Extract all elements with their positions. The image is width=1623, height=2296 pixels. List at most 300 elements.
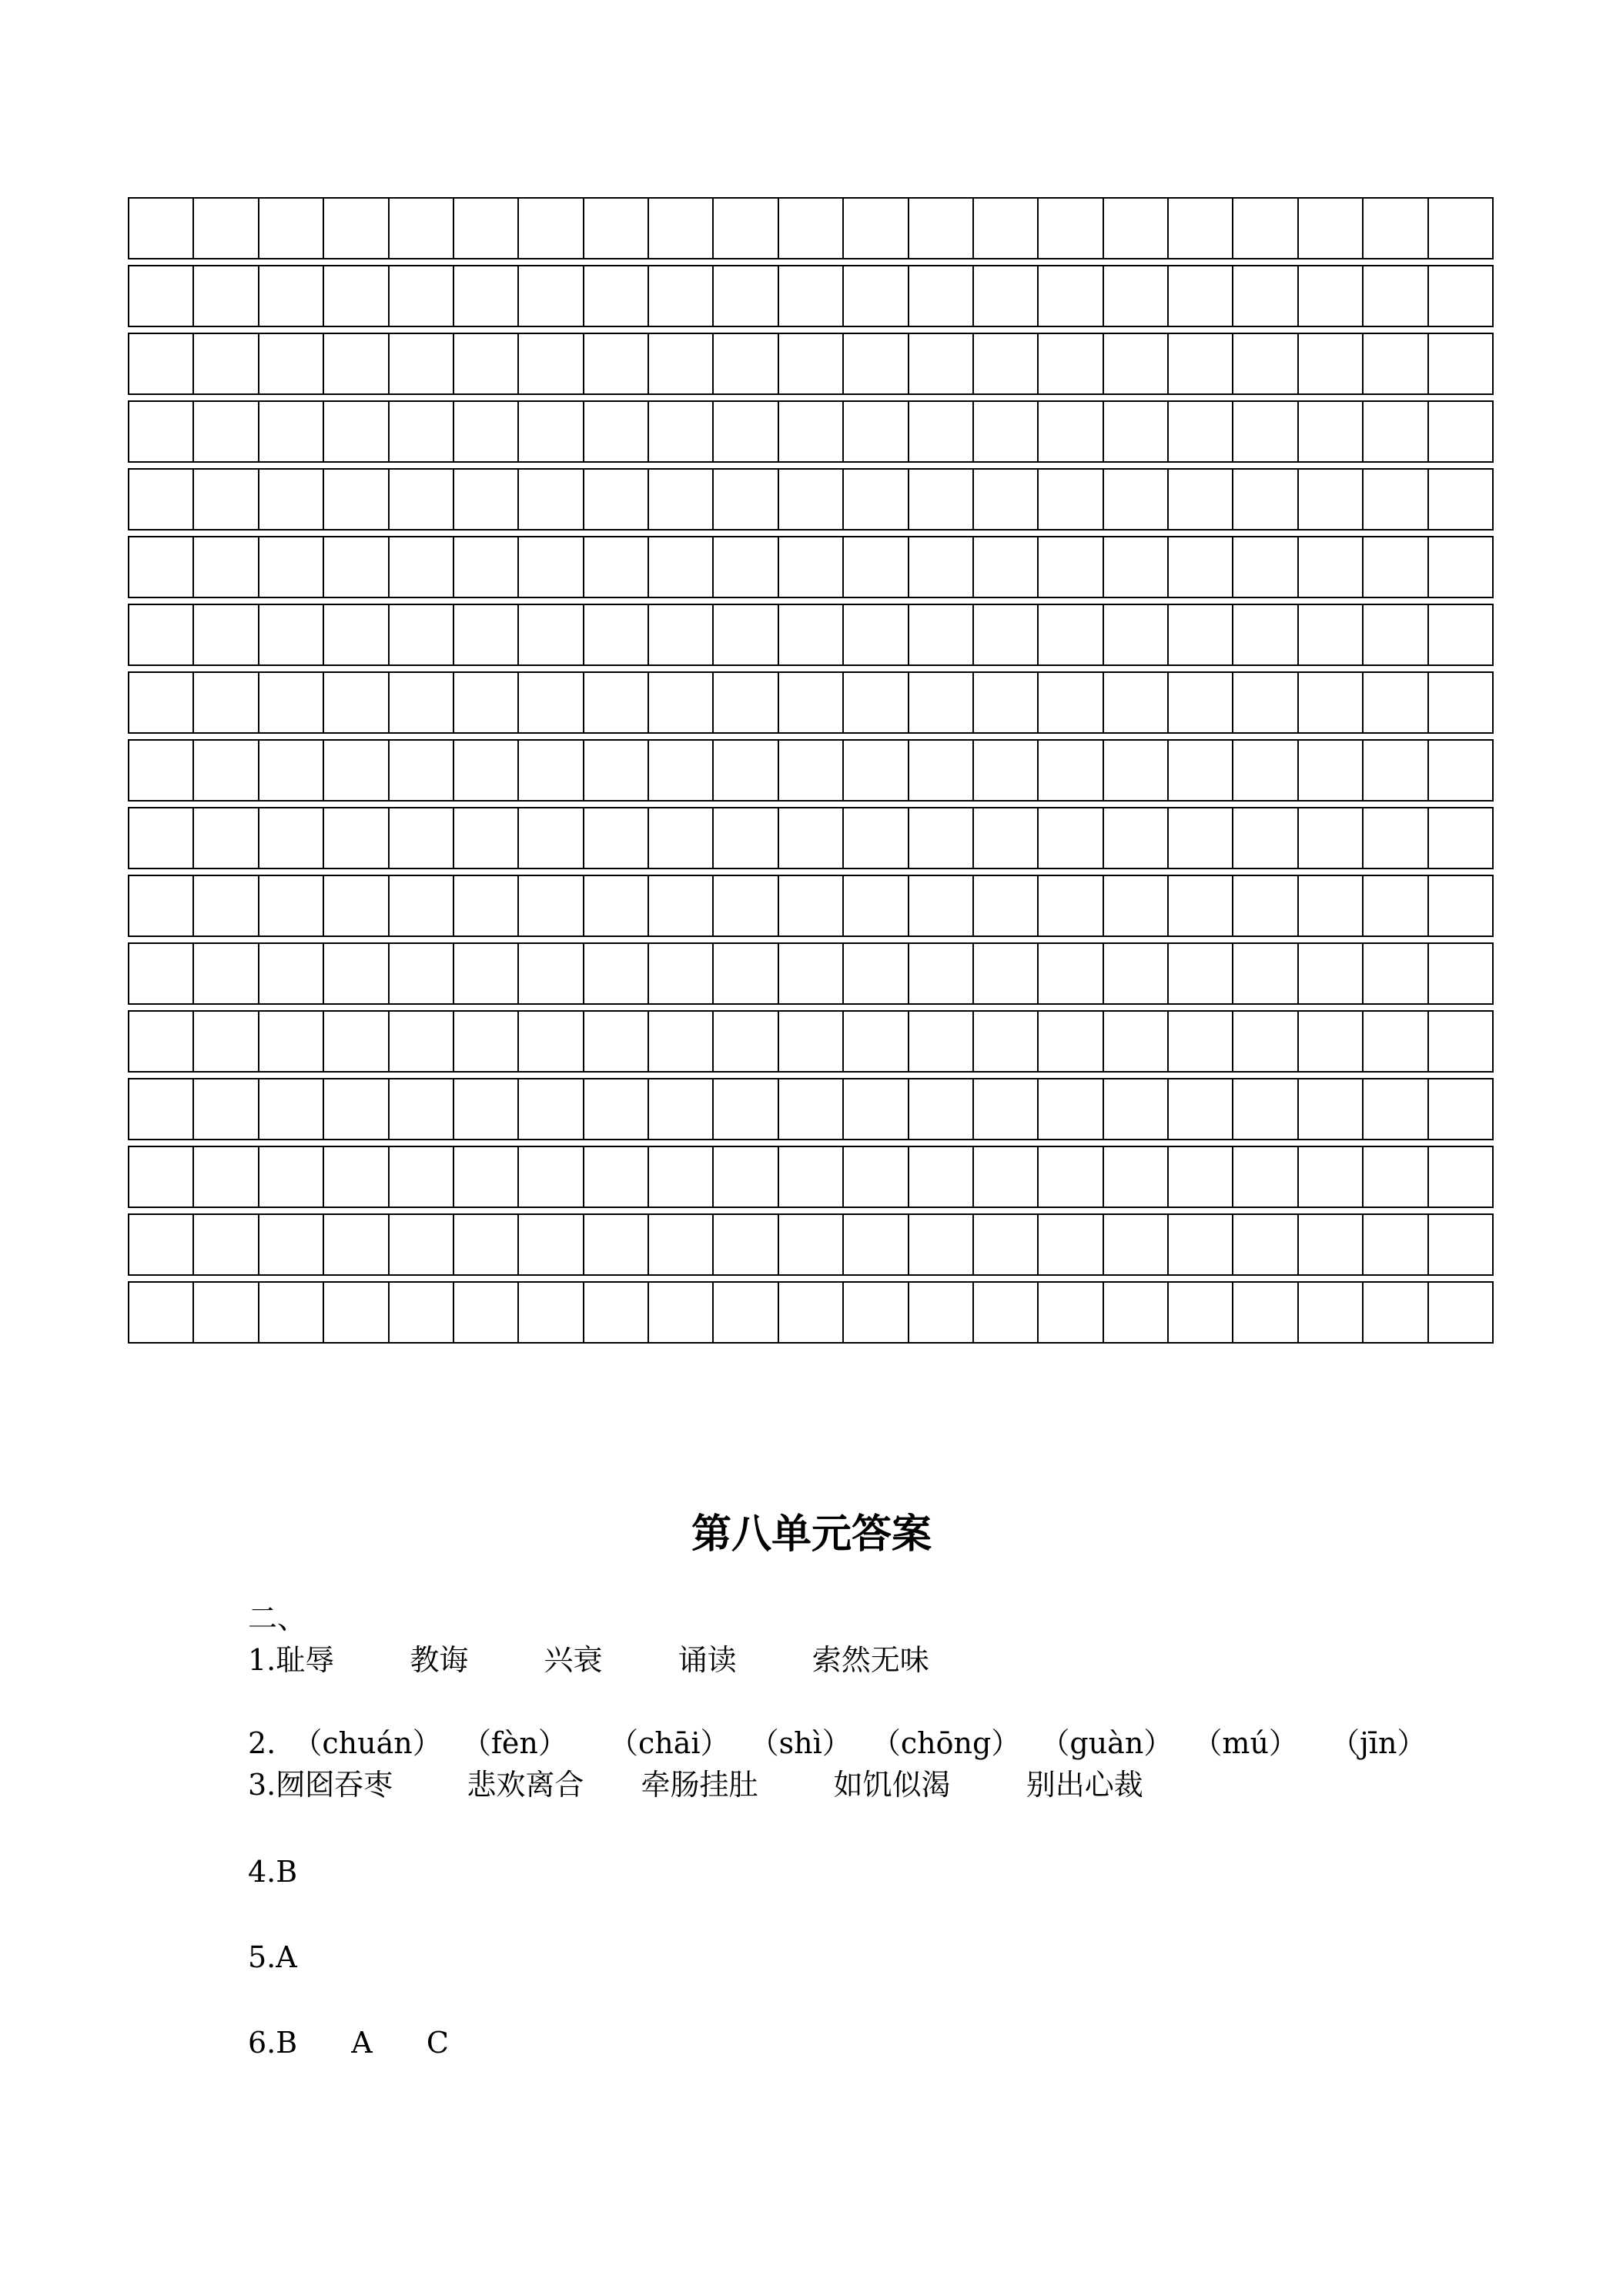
grid-cell bbox=[259, 470, 324, 529]
grid-cell bbox=[909, 266, 974, 326]
grid-cell bbox=[519, 1147, 584, 1207]
grid-cell bbox=[844, 334, 909, 393]
grid-cell bbox=[454, 470, 519, 529]
grid-cell bbox=[584, 605, 649, 664]
grid-cell bbox=[649, 199, 714, 258]
question-number: 6. bbox=[248, 2026, 276, 2060]
grid-cell bbox=[1039, 605, 1103, 664]
grid-cell bbox=[259, 944, 324, 1003]
grid-cell bbox=[1299, 1283, 1364, 1342]
grid-cell bbox=[1233, 334, 1298, 393]
grid-cell bbox=[1364, 334, 1428, 393]
grid-cell bbox=[844, 537, 909, 597]
grid-cell bbox=[1169, 266, 1233, 326]
grid-cell bbox=[779, 1079, 844, 1139]
grid-cell bbox=[974, 673, 1039, 732]
grid-cell bbox=[1299, 741, 1364, 800]
grid-row bbox=[128, 1281, 1494, 1344]
grid-cell bbox=[259, 1283, 324, 1342]
idiom-answer: 悲欢离合 bbox=[467, 1768, 584, 1802]
grid-cell bbox=[454, 1079, 519, 1139]
grid-cell bbox=[584, 1215, 649, 1274]
grid-cell bbox=[779, 1283, 844, 1342]
grid-cell bbox=[1039, 808, 1103, 868]
grid-cell bbox=[714, 537, 778, 597]
grid-cell bbox=[909, 1079, 974, 1139]
grid-cell bbox=[844, 1012, 909, 1071]
grid-cell bbox=[390, 1215, 454, 1274]
grid-cell bbox=[259, 537, 324, 597]
grid-cell bbox=[1364, 876, 1428, 935]
grid-cell bbox=[1429, 199, 1492, 258]
grid-cell bbox=[714, 1079, 778, 1139]
pinyin-answer: （jīn） bbox=[1330, 1726, 1427, 1760]
grid-cell bbox=[259, 673, 324, 732]
grid-cell bbox=[909, 741, 974, 800]
answer-line-3 bbox=[248, 1766, 1143, 1803]
grid-cell bbox=[1104, 1147, 1169, 1207]
grid-cell bbox=[1104, 808, 1169, 868]
grid-cell bbox=[1104, 673, 1169, 732]
grid-cell bbox=[779, 470, 844, 529]
grid-cell bbox=[1039, 537, 1103, 597]
grid-cell bbox=[1169, 334, 1233, 393]
grid-cell bbox=[1299, 1079, 1364, 1139]
grid-cell bbox=[259, 402, 324, 461]
grid-row bbox=[128, 1213, 1494, 1276]
choice-answer: B bbox=[276, 1855, 298, 1889]
grid-cell bbox=[714, 1012, 778, 1071]
grid-cell bbox=[1364, 1147, 1428, 1207]
grid-cell bbox=[1039, 1283, 1103, 1342]
grid-cell bbox=[390, 1147, 454, 1207]
grid-cell bbox=[390, 334, 454, 393]
grid-cell bbox=[1104, 537, 1169, 597]
grid-cell bbox=[194, 266, 259, 326]
grid-cell bbox=[974, 944, 1039, 1003]
grid-row bbox=[128, 400, 1494, 463]
grid-cell bbox=[909, 1147, 974, 1207]
grid-cell bbox=[194, 1012, 259, 1071]
grid-cell bbox=[974, 334, 1039, 393]
grid-cell bbox=[454, 944, 519, 1003]
grid-cell bbox=[974, 470, 1039, 529]
grid-cell bbox=[1364, 199, 1428, 258]
grid-cell bbox=[779, 741, 844, 800]
grid-cell bbox=[454, 1147, 519, 1207]
grid-cell bbox=[129, 334, 194, 393]
grid-cell bbox=[1169, 944, 1233, 1003]
grid-cell bbox=[390, 199, 454, 258]
grid-cell bbox=[779, 944, 844, 1003]
grid-cell bbox=[1299, 876, 1364, 935]
grid-row bbox=[128, 197, 1494, 259]
answer-line-2 bbox=[248, 1725, 1426, 1762]
grid-cell bbox=[1169, 741, 1233, 800]
grid-cell bbox=[779, 808, 844, 868]
grid-cell bbox=[259, 199, 324, 258]
grid-cell bbox=[714, 266, 778, 326]
grid-cell bbox=[519, 402, 584, 461]
grid-cell bbox=[1299, 537, 1364, 597]
grid-cell bbox=[584, 1283, 649, 1342]
grid-cell bbox=[1233, 1283, 1298, 1342]
grid-cell bbox=[844, 402, 909, 461]
grid-cell bbox=[974, 1079, 1039, 1139]
grid-cell bbox=[649, 1283, 714, 1342]
grid-cell bbox=[1429, 741, 1492, 800]
grid-cell bbox=[1233, 470, 1298, 529]
grid-cell bbox=[259, 1079, 324, 1139]
grid-cell bbox=[1364, 470, 1428, 529]
grid-cell bbox=[584, 266, 649, 326]
idiom-answer: 如饥似渴 bbox=[833, 1768, 951, 1802]
grid-cell bbox=[454, 199, 519, 258]
grid-cell bbox=[1169, 1283, 1233, 1342]
grid-cell bbox=[1299, 1147, 1364, 1207]
grid-cell bbox=[259, 334, 324, 393]
grid-cell bbox=[1104, 1215, 1169, 1274]
grid-cell bbox=[519, 1079, 584, 1139]
choice-answer: C bbox=[426, 2026, 449, 2060]
grid-cell bbox=[390, 741, 454, 800]
grid-cell bbox=[1364, 537, 1428, 597]
grid-cell bbox=[1104, 1079, 1169, 1139]
grid-cell bbox=[649, 1012, 714, 1071]
grid-cell bbox=[1104, 334, 1169, 393]
grid-cell bbox=[390, 944, 454, 1003]
grid-cell bbox=[1104, 1283, 1169, 1342]
grid-cell bbox=[519, 537, 584, 597]
grid-cell bbox=[714, 944, 778, 1003]
grid-cell bbox=[649, 402, 714, 461]
grid-cell bbox=[1104, 876, 1169, 935]
grid-cell bbox=[519, 605, 584, 664]
grid-cell bbox=[1169, 1147, 1233, 1207]
grid-cell bbox=[779, 1012, 844, 1071]
grid-cell bbox=[1233, 1147, 1298, 1207]
grid-cell bbox=[1169, 1215, 1233, 1274]
grid-cell bbox=[584, 944, 649, 1003]
grid-cell bbox=[779, 876, 844, 935]
grid-cell bbox=[1233, 808, 1298, 868]
grid-cell bbox=[779, 1215, 844, 1274]
grid-cell bbox=[324, 808, 389, 868]
grid-cell bbox=[194, 334, 259, 393]
grid-cell bbox=[779, 605, 844, 664]
grid-cell bbox=[844, 1079, 909, 1139]
grid-cell bbox=[454, 537, 519, 597]
grid-cell bbox=[1429, 1215, 1492, 1274]
grid-cell bbox=[519, 741, 584, 800]
grid-cell bbox=[324, 605, 389, 664]
grid-cell bbox=[1169, 876, 1233, 935]
grid-cell bbox=[714, 605, 778, 664]
grid-cell bbox=[194, 1215, 259, 1274]
grid-cell bbox=[454, 266, 519, 326]
grid-cell bbox=[779, 266, 844, 326]
answer-word: 索然无味 bbox=[812, 1643, 929, 1677]
pinyin-answer: （chōng） bbox=[871, 1726, 1021, 1760]
grid-cell bbox=[1039, 402, 1103, 461]
grid-row bbox=[128, 265, 1494, 327]
grid-cell bbox=[844, 808, 909, 868]
choice-answer: A bbox=[351, 2026, 373, 2060]
answer-line-1 bbox=[248, 1642, 929, 1678]
grid-cell bbox=[129, 1012, 194, 1071]
grid-cell bbox=[844, 876, 909, 935]
grid-cell bbox=[194, 605, 259, 664]
grid-cell bbox=[1299, 1012, 1364, 1071]
grid-cell bbox=[1364, 1283, 1428, 1342]
grid-cell bbox=[1233, 1079, 1298, 1139]
grid-cell bbox=[714, 741, 778, 800]
grid-cell bbox=[519, 673, 584, 732]
grid-cell bbox=[454, 1012, 519, 1071]
grid-cell bbox=[649, 741, 714, 800]
grid-cell bbox=[1104, 402, 1169, 461]
grid-cell bbox=[649, 876, 714, 935]
grid-cell bbox=[1364, 808, 1428, 868]
grid-cell bbox=[324, 1012, 389, 1071]
grid-cell bbox=[1039, 944, 1103, 1003]
grid-cell bbox=[519, 808, 584, 868]
grid-cell bbox=[324, 1283, 389, 1342]
grid-cell bbox=[129, 1079, 194, 1139]
grid-cell bbox=[324, 537, 389, 597]
grid-cell bbox=[1429, 1147, 1492, 1207]
grid-cell bbox=[1233, 1215, 1298, 1274]
grid-cell bbox=[194, 741, 259, 800]
grid-cell bbox=[194, 199, 259, 258]
grid-cell bbox=[129, 402, 194, 461]
grid-cell bbox=[714, 1215, 778, 1274]
grid-cell bbox=[194, 1079, 259, 1139]
grid-cell bbox=[324, 944, 389, 1003]
question-number: 4. bbox=[248, 1855, 276, 1889]
grid-cell bbox=[584, 1079, 649, 1139]
grid-cell bbox=[1233, 1012, 1298, 1071]
grid-cell bbox=[259, 266, 324, 326]
question-number: 2. bbox=[248, 1726, 276, 1760]
grid-cell bbox=[779, 402, 844, 461]
grid-cell bbox=[390, 402, 454, 461]
grid-cell bbox=[390, 605, 454, 664]
grid-cell bbox=[909, 537, 974, 597]
grid-cell bbox=[1299, 1215, 1364, 1274]
grid-cell bbox=[584, 876, 649, 935]
grid-cell bbox=[1429, 605, 1492, 664]
grid-cell bbox=[1104, 605, 1169, 664]
grid-cell bbox=[714, 470, 778, 529]
grid-cell bbox=[649, 808, 714, 868]
grid-cell bbox=[129, 199, 194, 258]
grid-cell bbox=[649, 470, 714, 529]
grid-cell bbox=[194, 1283, 259, 1342]
grid-cell bbox=[259, 1215, 324, 1274]
grid-cell bbox=[909, 673, 974, 732]
grid-cell bbox=[844, 944, 909, 1003]
grid-cell bbox=[1364, 741, 1428, 800]
grid-cell bbox=[1169, 1079, 1233, 1139]
grid-cell bbox=[390, 673, 454, 732]
grid-cell bbox=[1169, 199, 1233, 258]
grid-cell bbox=[1364, 1012, 1428, 1071]
grid-cell bbox=[909, 199, 974, 258]
grid-cell bbox=[1233, 266, 1298, 326]
grid-cell bbox=[1429, 673, 1492, 732]
grid-cell bbox=[454, 605, 519, 664]
grid-row bbox=[128, 536, 1494, 598]
grid-cell bbox=[1429, 1283, 1492, 1342]
grid-cell bbox=[129, 1147, 194, 1207]
grid-cell bbox=[779, 1147, 844, 1207]
grid-cell bbox=[1429, 266, 1492, 326]
grid-row bbox=[128, 1078, 1494, 1140]
grid-cell bbox=[584, 334, 649, 393]
grid-cell bbox=[1039, 741, 1103, 800]
grid-cell bbox=[519, 944, 584, 1003]
grid-cell bbox=[974, 537, 1039, 597]
grid-cell bbox=[974, 876, 1039, 935]
grid-cell bbox=[454, 673, 519, 732]
grid-cell bbox=[1299, 199, 1364, 258]
grid-cell bbox=[1233, 673, 1298, 732]
grid-cell bbox=[974, 741, 1039, 800]
pinyin-answer: （mú） bbox=[1193, 1726, 1298, 1760]
grid-cell bbox=[129, 1215, 194, 1274]
grid-cell bbox=[1104, 199, 1169, 258]
grid-cell bbox=[779, 673, 844, 732]
grid-cell bbox=[649, 1147, 714, 1207]
grid-cell bbox=[194, 673, 259, 732]
grid-cell bbox=[844, 1283, 909, 1342]
grid-cell bbox=[390, 537, 454, 597]
grid-cell bbox=[390, 1079, 454, 1139]
grid-cell bbox=[519, 876, 584, 935]
grid-cell bbox=[1429, 876, 1492, 935]
grid-cell bbox=[974, 1012, 1039, 1071]
grid-cell bbox=[1169, 673, 1233, 732]
grid-cell bbox=[1039, 1147, 1103, 1207]
grid-cell bbox=[974, 605, 1039, 664]
grid-cell bbox=[194, 1147, 259, 1207]
grid-cell bbox=[454, 1215, 519, 1274]
grid-cell bbox=[1429, 470, 1492, 529]
grid-cell bbox=[584, 741, 649, 800]
grid-cell bbox=[129, 605, 194, 664]
grid-row bbox=[128, 807, 1494, 869]
grid-cell bbox=[649, 605, 714, 664]
grid-cell bbox=[129, 470, 194, 529]
grid-cell bbox=[714, 334, 778, 393]
grid-cell bbox=[129, 266, 194, 326]
grid-cell bbox=[844, 1215, 909, 1274]
grid-cell bbox=[1169, 470, 1233, 529]
grid-row bbox=[128, 604, 1494, 666]
grid-cell bbox=[1104, 944, 1169, 1003]
grid-cell bbox=[1039, 876, 1103, 935]
grid-row bbox=[128, 1146, 1494, 1208]
grid-cell bbox=[1169, 402, 1233, 461]
answer-line-5 bbox=[248, 1939, 297, 1976]
grid-cell bbox=[324, 1079, 389, 1139]
grid-cell bbox=[454, 876, 519, 935]
grid-cell bbox=[1104, 741, 1169, 800]
grid-cell bbox=[1299, 334, 1364, 393]
grid-cell bbox=[454, 741, 519, 800]
grid-cell bbox=[390, 808, 454, 868]
grid-cell bbox=[129, 944, 194, 1003]
grid-cell bbox=[779, 199, 844, 258]
grid-cell bbox=[1364, 944, 1428, 1003]
grid-cell bbox=[259, 741, 324, 800]
grid-cell bbox=[714, 402, 778, 461]
grid-cell bbox=[324, 266, 389, 326]
grid-cell bbox=[1299, 808, 1364, 868]
grid-cell bbox=[584, 402, 649, 461]
grid-cell bbox=[324, 876, 389, 935]
grid-cell bbox=[259, 876, 324, 935]
grid-cell bbox=[324, 741, 389, 800]
grid-cell bbox=[519, 1012, 584, 1071]
grid-cell bbox=[194, 537, 259, 597]
grid-cell bbox=[1104, 266, 1169, 326]
choice-answer: B bbox=[276, 2026, 298, 2060]
grid-cell bbox=[1233, 402, 1298, 461]
grid-cell bbox=[1233, 605, 1298, 664]
answer-line-4 bbox=[248, 1853, 297, 1890]
grid-cell bbox=[844, 673, 909, 732]
grid-cell bbox=[454, 334, 519, 393]
grid-cell bbox=[259, 808, 324, 868]
grid-row bbox=[128, 333, 1494, 395]
grid-cell bbox=[1104, 470, 1169, 529]
grid-cell bbox=[519, 199, 584, 258]
grid-row bbox=[128, 671, 1494, 734]
grid-cell bbox=[649, 673, 714, 732]
grid-cell bbox=[324, 402, 389, 461]
grid-cell bbox=[1039, 1012, 1103, 1071]
grid-cell bbox=[390, 876, 454, 935]
grid-row bbox=[128, 942, 1494, 1005]
grid-row bbox=[128, 1010, 1494, 1073]
grid-cell bbox=[259, 605, 324, 664]
answer-word: 耻辱 bbox=[276, 1643, 335, 1677]
grid-cell bbox=[584, 673, 649, 732]
grid-cell bbox=[454, 402, 519, 461]
grid-cell bbox=[1169, 1012, 1233, 1071]
pinyin-answer: （guàn） bbox=[1040, 1726, 1173, 1760]
grid-cell bbox=[1233, 537, 1298, 597]
grid-cell bbox=[519, 1283, 584, 1342]
grid-cell bbox=[1429, 808, 1492, 868]
grid-cell bbox=[844, 199, 909, 258]
grid-cell bbox=[584, 537, 649, 597]
grid-cell bbox=[519, 1215, 584, 1274]
grid-cell bbox=[1039, 1215, 1103, 1274]
grid-cell bbox=[649, 334, 714, 393]
grid-cell bbox=[1169, 605, 1233, 664]
grid-cell bbox=[584, 1147, 649, 1207]
grid-cell bbox=[454, 808, 519, 868]
grid-cell bbox=[1039, 199, 1103, 258]
grid-cell bbox=[129, 673, 194, 732]
grid-cell bbox=[649, 944, 714, 1003]
grid-cell bbox=[1039, 266, 1103, 326]
grid-cell bbox=[390, 470, 454, 529]
grid-cell bbox=[714, 673, 778, 732]
